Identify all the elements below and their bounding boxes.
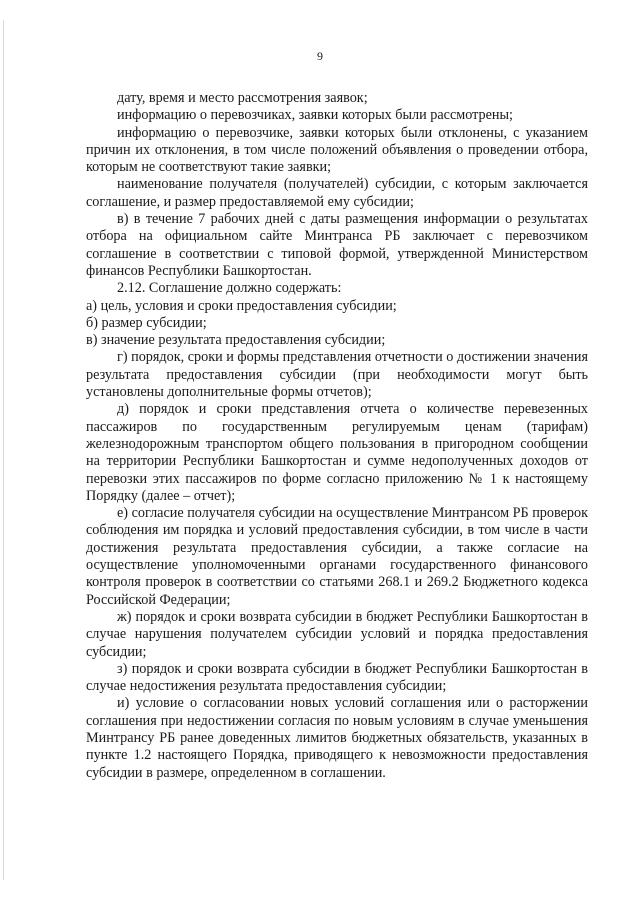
list-item: б) размер субсидии;: [86, 314, 207, 331]
paragraph: дату, время и место рассмотрения заявок;: [117, 90, 368, 106]
document-body: [86, 90, 588, 782]
paragraph: информацию о перевозчике, заявки которых были отклонены, с указанием причин их отклонения, в том числе положений объявления о проведении отбора, которым не соответствуют такие заявки;: [86, 124, 588, 176]
list-item: а) цель, условия и сроки предоставления субсидии;: [86, 297, 397, 314]
list-item: в) значение результата предоставления субсидии;: [86, 332, 386, 349]
scan-edge-line: [3, 20, 4, 880]
paragraph: ж) порядок и сроки возврата субсидии в бюджет Республики Башкортостан в случае нарушения получателем субсидии условий и порядка предоставления субсидии;: [86, 608, 588, 660]
paragraph: в) в течение 7 рабочих дней с даты размещения информации о результатах отбора на официальном сайте Минтранса РБ заключает с перевозчиком соглашение в соответствии с типовой формой, утвержденной Министерством финансов Республики Башкортостан.: [86, 211, 588, 279]
paragraph: информацию о перевозчиках, заявки которых были рассмотрены;: [117, 107, 513, 124]
paragraph: и) условие о согласовании новых условий соглашения или о расторжении соглашения при недостижении согласия по новым условиям в случае уменьшения Минтрансу РБ ранее доведенных лимитов бюджетных обязательств, указанных в пункте 1.2 настоящего Порядка, приводящего к невозможности предоставления субсидии в размере, определенном в соглашении.: [86, 695, 588, 781]
paragraph: е) согласие получателя субсидии на осуществление Минтрансом РБ проверок соблюдения им порядка и условий предоставления субсидии, в том числе в части достижения результата предоставления субсидии, а также согласие на осуществление уполномоченными органами государственного финансового контроля проверок в соответствии со статьями 268.1 и 269.2 Бюджетного кодекса Российской Федерации;: [86, 505, 588, 608]
page-number: 9: [317, 49, 323, 63]
paragraph: г) порядок, сроки и формы представления отчетности о достижении значения результата предоставления субсидии (при необходимости могут быть установлены дополнительные формы отчетов);: [86, 349, 588, 401]
paragraph: з) порядок и сроки возврата субсидии в бюджет Республики Башкортостан в случае недостижения результата предоставления субсидии;: [86, 660, 588, 695]
paragraph: наименование получателя (получателей) субсидии, с которым заключается соглашение, и размер предоставляемой ему субсидии;: [86, 176, 588, 210]
paragraph: 2.12. Соглашение должно содержать:: [117, 280, 342, 297]
paragraph: д) порядок и сроки представления отчета о количестве перевезенных пассажиров по государственным регулируемым ценам (тарифам) железнодорожным транспортом общего пользования в пригородном сообщении на территории Республики Башкортостан и сумме недополученных доходов от перевозки этих пассажиров по форме согласно приложению № 1 к настоящему Порядку (далее – отчет);: [86, 401, 588, 504]
